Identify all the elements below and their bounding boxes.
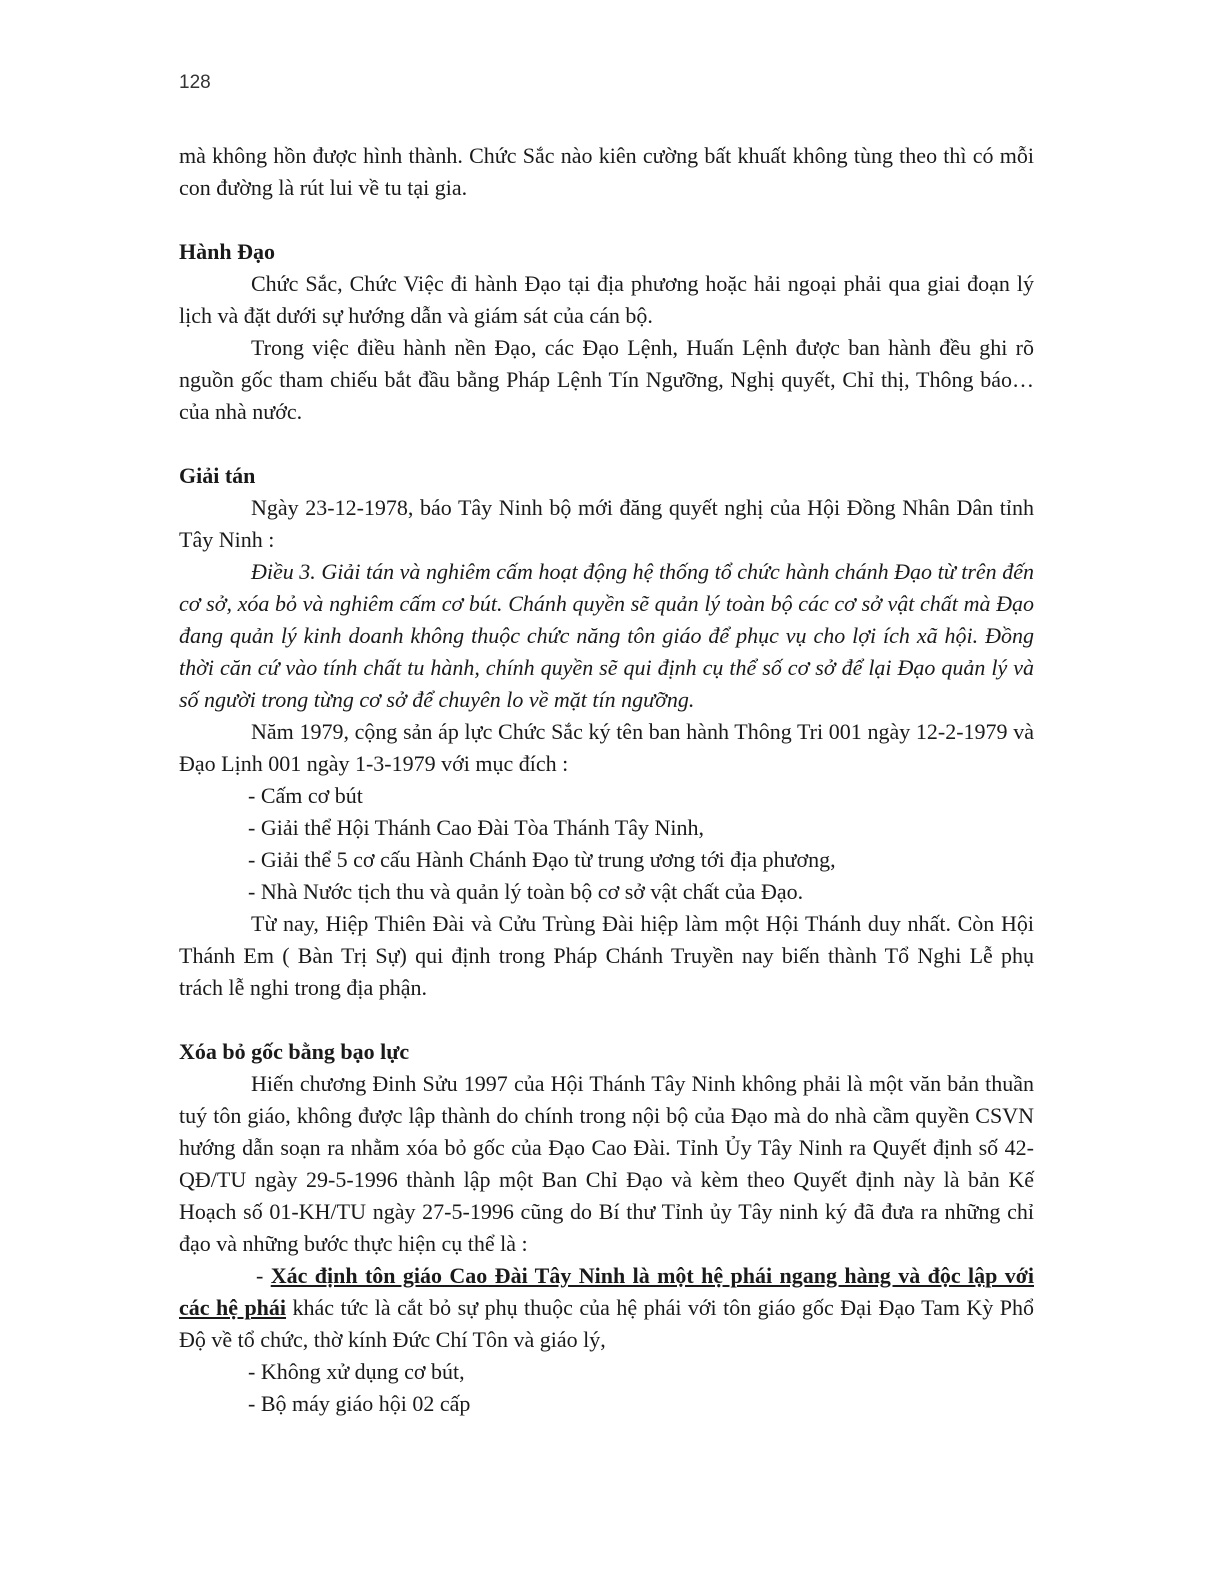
paragraph: Trong việc điều hành nền Đạo, các Đạo Lệnh, Huấn Lệnh được ban hành đều ghi rõ nguồn gốc tham chiếu bắt đầu bằng Pháp Lệnh Tín Ngưỡng, Nghị quyết, Chỉ thị, Thông báo…của nhà nước. [179, 335, 1034, 424]
list-dash: - [256, 1263, 271, 1288]
spacer [179, 1004, 1034, 1036]
paragraph: Hiến chương Đinh Sửu 1997 của Hội Thánh Tây Ninh không phải là một văn bản thuần tuý tôn giáo, không được lập thành do chính trong nội bộ của Đạo mà do nhà cầm quyền CSVN hướng dẫn soạn ra nhằm xóa bỏ gốc của Đạo Cao Đài. Tỉnh Ủy Tây Ninh ra Quyết định số 42-QĐ/TU ngày 29-5-1996 thành lập một Ban Chỉ Đạo và kèm theo Quyết định này là bản Kế Hoạch số 01-KH/TU ngày 27-5-1996 cũng do Bí thư Tỉnh ủy Tây ninh ký đã đưa ra những chỉ đạo và những bước thực hiện cụ thể là : [179, 1071, 1034, 1256]
list-item: - Cấm cơ bút [248, 783, 363, 808]
list-item: - Không xử dụng cơ bút, [248, 1359, 465, 1384]
paragraph: Chức Sắc, Chức Việc đi hành Đạo tại địa phương hoặc hải ngoại phải qua giai đoạn lý lịch và đặt dưới sự hướng dẫn và giám sát của cán bộ. [179, 271, 1034, 328]
paragraph-continuation: khác tức là cắt bỏ sự phụ thuộc của hệ phái với tôn giáo gốc Đại Đạo Tam Kỳ Phổ Độ về tổ chức, thờ kính Đức Chí Tôn và giáo lý, [179, 1295, 1034, 1352]
list-item: - Nhà Nước tịch thu và quản lý toàn bộ cơ sở vật chất của Đạo. [248, 879, 804, 904]
page-number: 128 [179, 72, 211, 93]
spacer [179, 204, 1034, 236]
paragraph: Năm 1979, cộng sản áp lực Chức Sắc ký tên ban hành Thông Tri 001 ngày 12-2-1979 và Đạo Lịnh 001 ngày 1-3-1979 với mục đích : [179, 719, 1034, 776]
list-item: - Giải thể Hội Thánh Cao Đài Tòa Thánh Tây Ninh, [248, 815, 705, 840]
quoted-article: Điều 3. Giải tán và nghiêm cấm hoạt động hệ thống tổ chức hành chánh Đạo từ trên đến cơ sở, xóa bỏ và nghiêm cấm cơ bút. Chánh quyền sẽ quản lý toàn bộ các cơ sở vật chất mà Đạo đang quản lý kinh doanh không thuộc chức năng tôn giáo để phục vụ cho lợi ích xã hội. Đồng thời căn cứ vào tính chất tu hành, chính quyền sẽ qui định cụ thể số cơ sở để lại Đạo quản lý và số người trong từng cơ sở để chuyên lo về mặt tín ngưỡng. [179, 559, 1034, 712]
paragraph: mà không hồn được hình thành. Chức Sắc nào kiên cường bất khuất không tùng theo thì có mỗi con đường là rút lui về tu tại gia. [179, 143, 1034, 200]
section-heading-xoa-bo-goc: Xóa bỏ gốc bằng bạo lực [179, 1039, 410, 1064]
section-heading-hanh-dao: Hành Đạo [179, 239, 275, 264]
underlined-emphasis: Xác định tôn giáo Cao Đài Tây Ninh là một hệ phái ngang hàng và độc lập với các hệ phái [179, 1263, 1034, 1320]
spacer [179, 428, 1034, 460]
list-item: - Giải thể 5 cơ cấu Hành Chánh Đạo từ trung ương tới địa phương, [248, 847, 836, 872]
paragraph: Từ nay, Hiệp Thiên Đài và Cửu Trùng Đài hiệp làm một Hội Thánh duy nhất. Còn Hội Thánh Em ( Bàn Trị Sự) qui định trong Pháp Chánh Truyền nay biến thành Tổ Nghi Lễ phụ trách lễ nghi trong địa phận. [179, 911, 1034, 1000]
list-item: - Bộ máy giáo hội 02 cấp [248, 1391, 471, 1416]
paragraph: Ngày 23-12-1978, báo Tây Ninh bộ mới đăng quyết nghị của Hội Đồng Nhân Dân tỉnh Tây Ninh : [179, 495, 1034, 552]
document-body [179, 140, 1034, 1420]
section-heading-giai-tan: Giải tán [179, 463, 256, 488]
emphasized-paragraph [179, 1260, 1034, 1356]
